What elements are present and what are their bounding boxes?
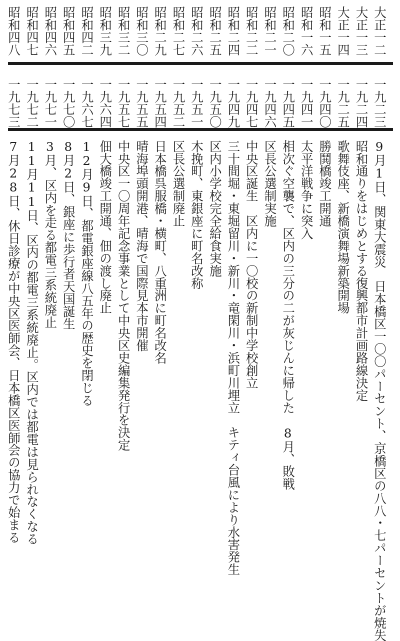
year-label: 一九五〇: [207, 78, 222, 128]
chronology-row: [7, 6, 27, 577]
chronology-row: [117, 6, 137, 577]
event-text: 11月11日、区内の都電三系統廃止。区内では都電は見られなくなる: [24, 140, 39, 546]
event-text: 太平洋戦争に突入: [299, 140, 314, 240]
chronology-table: [6, 6, 393, 641]
era-label: 昭和二一: [262, 6, 277, 56]
year-label: 一九四六: [262, 78, 277, 128]
era-label: 昭和二六: [189, 6, 204, 56]
chronology-rows: [6, 6, 393, 641]
era-label: 昭和三〇: [134, 6, 149, 56]
event-text: 7月28日、休日診療が中央区医師会、日本橋区医師会の協力で始まる: [6, 140, 21, 544]
event-text: 日本橋呉服橋・横町、八重洲に町名改名: [152, 140, 167, 365]
chronology-row: [25, 6, 45, 577]
event-text: 三十間堀・東堀留川・新川・竜閑川・浜町川埋立 キティ台風により水害発生: [225, 140, 240, 576]
year-label: 一九七二: [24, 78, 39, 128]
event-text: 区内小学校完全給食実施: [207, 140, 222, 277]
event-text: 相次ぐ空襲で、区内の三分の二が灰じんに帰した 8月、敗戦: [280, 140, 295, 491]
era-label: 昭和四七: [24, 6, 39, 56]
chronology-row: [99, 6, 119, 577]
era-label: 大正一三: [354, 6, 368, 56]
event-text: 8月2日、銀座に歩行者天国誕生: [61, 140, 76, 331]
era-label: 昭和一六: [299, 6, 314, 56]
chronology-row: [263, 6, 283, 577]
year-label: 一九二五: [335, 78, 350, 128]
year-label: 一九二四: [354, 78, 368, 128]
chronology-row: [372, 6, 393, 641]
chronology-row: [208, 6, 228, 577]
year-label: 一九五四: [152, 78, 167, 128]
event-text: 3月、区内を走る都電三系統廃止: [42, 140, 57, 329]
chronology-row: [227, 6, 247, 577]
event-text: 区長公選制廃止: [171, 140, 185, 228]
chronology-row: [282, 6, 302, 577]
chronology-row: [336, 6, 356, 577]
chronology-row: [135, 6, 155, 577]
chronology-row: [318, 6, 338, 577]
chronology-row: [62, 6, 82, 577]
year-label: 一九七三: [6, 78, 21, 128]
event-text: 勝鬨橋竣工開通: [317, 140, 332, 228]
chronology-row: [190, 6, 210, 577]
era-label: 昭和四五: [61, 6, 76, 56]
year-label: 一九五二: [171, 78, 185, 128]
era-label: 大正一四: [335, 6, 350, 56]
event-text: 中央区誕生 区内に一〇校の新制中学校創立: [244, 140, 259, 389]
event-text: 佃大橋竣工開通、佃の渡し廃止: [97, 140, 112, 315]
chronology-row: [153, 6, 173, 577]
event-text: 12月9日、都電銀座線八五年の歴史を閉じる: [79, 140, 94, 407]
chronology-row: [44, 6, 64, 577]
era-label: 昭和二二: [244, 6, 259, 56]
era-label: 昭和二九: [152, 6, 167, 56]
chronology-row: [245, 6, 265, 577]
year-label: 一九四七: [244, 78, 259, 128]
event-text: 9月1日、関東大震災 日本橋区一〇〇パーセント、京橋区の八八・七パーセントが焼失: [372, 140, 387, 641]
era-label: 昭和四八: [6, 6, 21, 56]
event-text: 昭和通りをはじめとする復興都市計画路線決定: [354, 140, 368, 402]
era-label: 昭和三二: [116, 6, 131, 56]
chronology-row: [172, 6, 192, 577]
year-label: 一九五一: [189, 78, 204, 128]
event-text: 歌舞伎座、新橋演舞場新築開場: [335, 140, 350, 315]
era-label: 昭和二〇: [280, 6, 295, 56]
era-label: 大正一二: [372, 6, 387, 56]
chronology-row: [300, 6, 320, 577]
year-label: 一九六七: [79, 78, 94, 128]
year-label: 一九七一: [42, 78, 57, 128]
event-text: 中央区一〇周年記念事業として中央区史編集発行を決定: [116, 140, 131, 452]
era-label: 昭和二七: [171, 6, 185, 56]
year-label: 一九四五: [280, 78, 295, 128]
event-text: 晴海埠頭開港、晴海で国際見本市開催: [134, 140, 149, 352]
year-label: 一九四〇: [317, 78, 332, 128]
era-label: 昭和四二: [79, 6, 94, 56]
era-label: 昭和二五: [207, 6, 222, 56]
year-label: 一九二三: [372, 78, 387, 128]
year-label: 一九六四: [97, 78, 112, 128]
year-label: 一九四一: [299, 78, 314, 128]
event-text: 区長公選制実施: [262, 140, 277, 228]
chronology-row: [80, 6, 100, 577]
era-label: 昭和三九: [97, 6, 112, 56]
year-label: 一九四九: [225, 78, 240, 128]
year-label: 一九五五: [134, 78, 149, 128]
year-label: 一九七〇: [61, 78, 76, 128]
event-text: 木挽町、東銀座に町名改称: [189, 140, 204, 290]
era-label: 昭和二四: [225, 6, 240, 56]
era-label: 昭和四六: [42, 6, 57, 56]
era-label: 昭和一五: [317, 6, 332, 56]
year-label: 一九五七: [116, 78, 131, 128]
chronology-row: [355, 6, 375, 577]
